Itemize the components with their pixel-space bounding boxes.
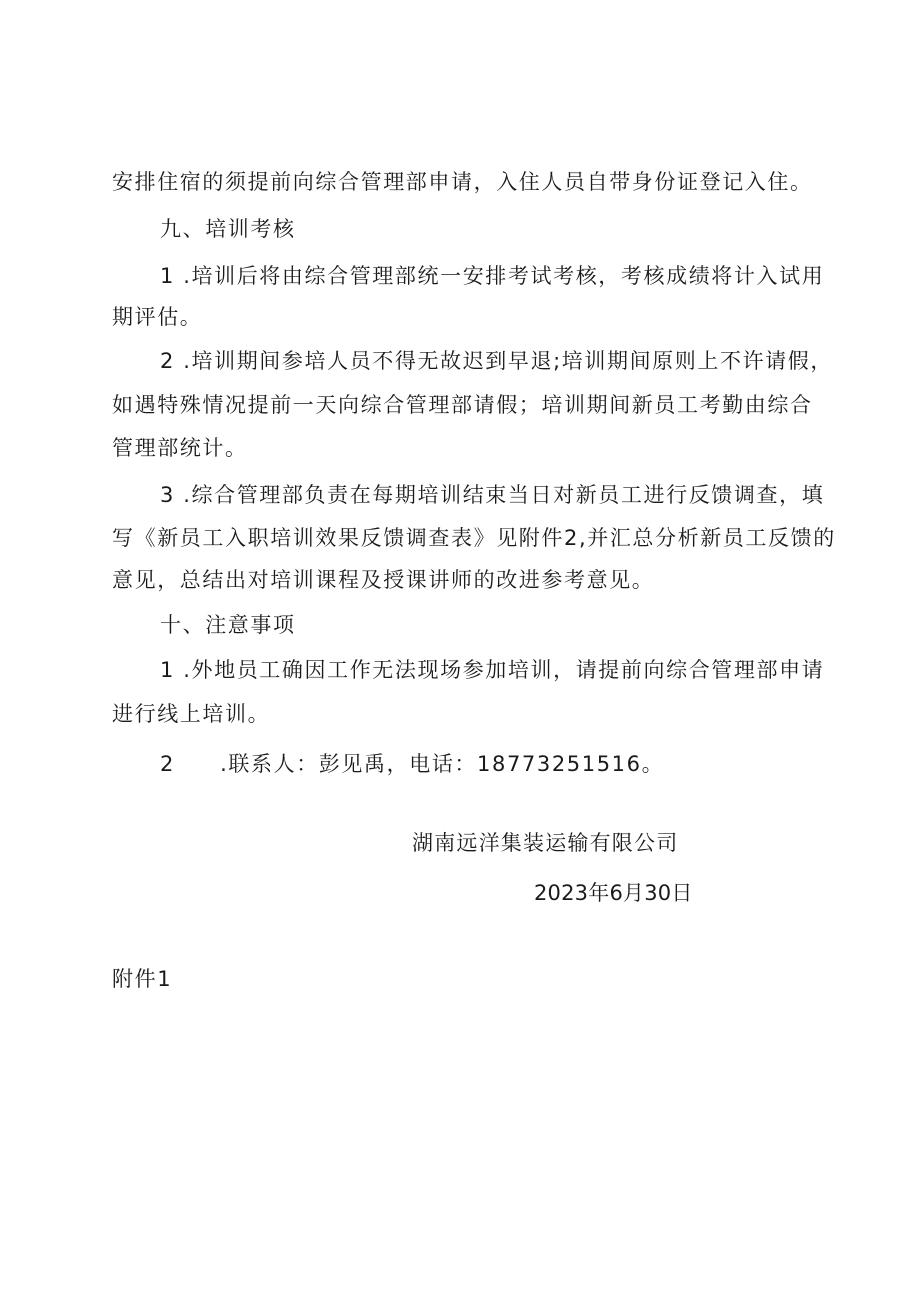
- attachment-label: 附件1: [112, 967, 173, 991]
- item-3-line-1: 3 .综合管理部负责在每期培训结束当日对新员工进行反馈调查，填: [160, 483, 825, 507]
- section-heading-training-assessment: 九、培训考核: [160, 217, 296, 241]
- item-2-line-2: 如遇特殊情况提前一天向综合管理部请假；培训期间新员工考勤由综合: [112, 393, 813, 417]
- note-1-line-1: 1 .外地员工确因工作无法现场参加培训，请提前向综合管理部申请: [160, 658, 825, 682]
- item-3-line-3: 意见，总结出对培训课程及授课讲师的改进参考意见。: [112, 568, 655, 592]
- item-2-line-3: 管理部统计。: [112, 436, 248, 460]
- note-1-line-2: 进行线上培训。: [112, 702, 271, 726]
- section-heading-notes: 十、注意事项: [160, 613, 296, 637]
- item-2-line-1: 2 .培训期间参培人员不得无故迟到早退;培训期间原则上不许请假，: [160, 349, 833, 373]
- note-2-contact: 2 .联系人：彭见禹，电话：18773251516。: [160, 752, 665, 776]
- signature-date: 2023年6月30日: [534, 881, 693, 905]
- item-1-line-1: 1 .培训后将由综合管理部统一安排考试考核，考核成绩将计入试用: [160, 264, 825, 288]
- item-1-line-2: 期评估。: [112, 305, 203, 329]
- signature-organization: 湖南远洋集装运输有限公司: [412, 831, 679, 855]
- item-3-line-2: 写《新员工入职培训效果反馈调查表》见附件2,并汇总分析新员工反馈的: [112, 526, 836, 550]
- paragraph-accommodation-continued: 安排住宿的须提前向综合管理部申请，入住人员自带身份证登记入住。: [112, 170, 813, 194]
